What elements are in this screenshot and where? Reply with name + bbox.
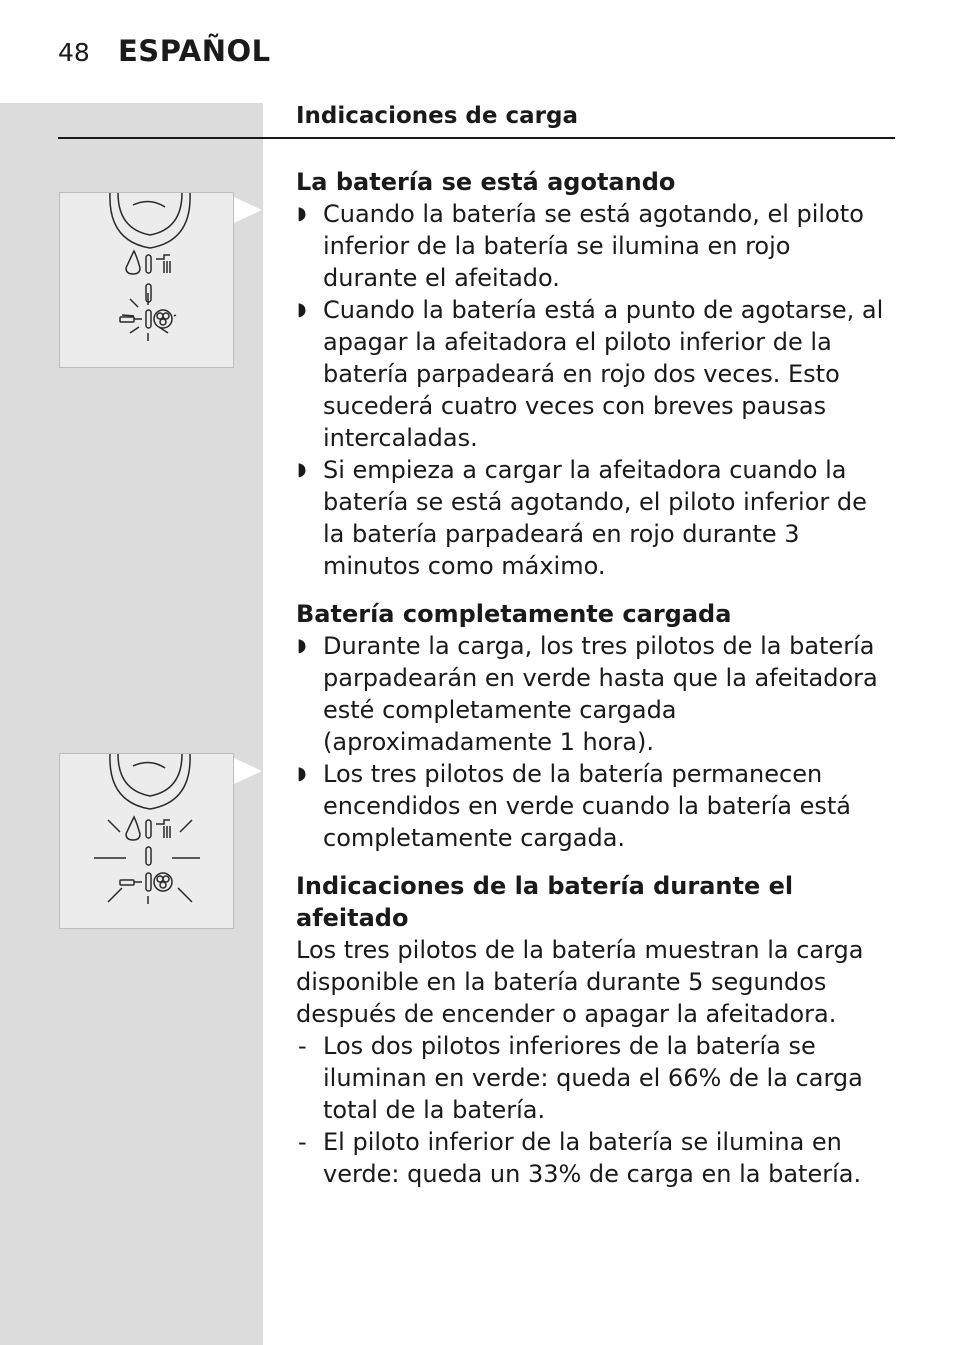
list-item xyxy=(296,1030,891,1126)
bullet-marker: ◗ xyxy=(297,635,307,656)
bullet-list xyxy=(296,198,891,582)
page-number: 48 xyxy=(58,38,90,67)
list-item xyxy=(296,454,891,582)
bullet-list xyxy=(296,630,891,854)
section-rule xyxy=(58,137,895,139)
bullet-marker: ◗ xyxy=(297,763,307,784)
list-item xyxy=(296,758,891,854)
list-item-text: Cuando la batería se está agotando, el piloto inferior de la batería se ilumina en rojo durante el afeitado. xyxy=(323,200,864,292)
section-heading: Batería completamente cargada xyxy=(296,600,732,628)
list-item xyxy=(296,630,891,758)
list-item-text: Durante la carga, los tres pilotos de la batería parpadearán en verde hasta que la afeitadora esté completamente cargada (aproximadamente 1 hora). xyxy=(323,632,878,756)
bullet-marker: ◗ xyxy=(297,459,307,480)
section-title: Indicaciones de carga xyxy=(296,103,578,129)
language-title: ESPAÑOL xyxy=(118,34,271,68)
shaver-display-full-battery-icon xyxy=(59,753,234,929)
list-item-text: Cuando la batería está a punto de agotarse, al apagar la afeitadora el piloto inferior de la batería parpadeará en rojo dos veces. Esto sucederá cuatro veces con breves pausas intercaladas. xyxy=(323,296,884,452)
main-content xyxy=(296,166,891,1190)
paragraph: Los tres pilotos de la batería muestran la carga disponible en la batería durante 5 segundos después de encender o apagar la afeitadora. xyxy=(296,936,864,1028)
list-item-text: El piloto inferior de la batería se ilumina en verde: queda un 33% de carga en la batería. xyxy=(323,1128,862,1188)
figure-pointer xyxy=(234,758,262,784)
list-item-text: Los tres pilotos de la batería permanecen encendidos en verde cuando la batería está completamente cargada. xyxy=(323,760,851,852)
list-item-text: Si empieza a cargar la afeitadora cuando la batería se está agotando, el piloto inferior de la batería parpadeará en rojo durante 3 minutos como máximo. xyxy=(323,456,867,580)
list-item xyxy=(296,1126,891,1190)
bullet-marker: ◗ xyxy=(297,203,307,224)
section-heading: Indicaciones de la batería durante el afeitado xyxy=(296,872,794,932)
dash-list xyxy=(296,1030,891,1190)
shaver-display-low-battery-icon xyxy=(59,192,234,368)
bullet-marker: ◗ xyxy=(297,299,307,320)
dash-marker: - xyxy=(298,1032,307,1060)
list-item xyxy=(296,198,891,294)
list-item xyxy=(296,294,891,454)
figure-pointer xyxy=(234,197,262,223)
section-heading: La batería se está agotando xyxy=(296,168,676,196)
list-item-text: Los dos pilotos inferiores de la batería se iluminan en verde: queda el 66% de la carga total de la batería. xyxy=(323,1032,863,1124)
dash-marker: - xyxy=(298,1128,307,1156)
